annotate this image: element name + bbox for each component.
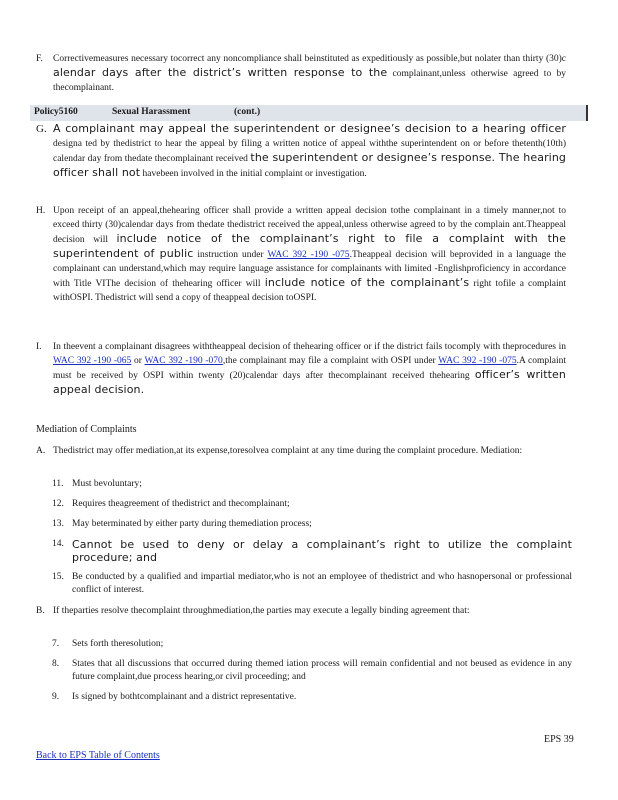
paragraph-text: .Theappeal decision will beprovided in a language the complainant can understand,which may require language assistance for complainants with limited -Englishproficiency in accordance with Title VIThe decision of thehearing officer will (53, 250, 567, 289)
paragraph-text: complainant,unless otherwise agreed to by thecomplainant. (53, 69, 567, 93)
list-text: Must bevoluntary; (72, 479, 142, 489)
list-item (52, 478, 572, 491)
paragraph-label: A. (36, 446, 46, 456)
mediation-list-a (52, 478, 572, 604)
paragraph-text: designa ted by thedistrict to hear the appeal by filing a written notice of appeal withthe superintendent on or before thetenth(10th) calendar day from thedate thecomplainant received (53, 139, 566, 164)
list-item (52, 638, 572, 651)
mediation-paragraph-b (36, 604, 566, 618)
paragraph-text: .A complaint must be received by OSPI within twenty (20)calendar days after thecomplainant received thehearing (53, 356, 567, 381)
section-heading: Mediation of Complaints (36, 424, 137, 435)
paragraph-label: I. (36, 342, 42, 352)
paragraph-label: G. (36, 123, 47, 135)
paragraph-text: instruction under (197, 250, 264, 260)
paragraph-text: Thedistrict may offer mediation,at its expense,toresolvea complaint at any time during the complaint procedure. Mediation: (53, 446, 523, 456)
paragraph-g (36, 122, 566, 181)
list-number: 13. (52, 519, 64, 529)
mediation-list-b (52, 638, 572, 711)
paragraph-text: ,the complainant may file a complaint with OSPI under (222, 356, 436, 366)
policy-continued: (cont.) (234, 107, 261, 117)
list-text: Requires theagreement of thedistrict and thecomplainant; (72, 499, 290, 509)
paragraph-text-large: officer’s written appeal decision. (53, 368, 566, 396)
paragraph-label: F. (36, 54, 43, 64)
paragraph-h (36, 204, 566, 305)
wac-link[interactable]: WAC 392 -190 -075 (267, 250, 350, 260)
paragraph-i (36, 340, 566, 398)
list-item (52, 498, 572, 511)
policy-header-bar (30, 105, 588, 121)
list-number: 14. (52, 539, 64, 549)
paragraph-text-large: the superintendent or designee’s response. The hearing officer shall not (53, 151, 566, 179)
list-text: Be conducted by a qualified and impartial mediator,who is not an employee of thedistrict and who hasnopersonal or professional conflict of interest. (72, 572, 572, 595)
paragraph-text: In theevent a complainant disagrees withtheappeal decision of thehearing officer or if the district fails tocomply with theprocedures in (53, 342, 566, 352)
list-item (52, 518, 572, 531)
paragraph-text-large: A complainant may appeal the superintendent or designee’s decision to a hearing officer (53, 122, 566, 135)
paragraph-label: H. (36, 206, 46, 216)
list-item (52, 691, 572, 704)
back-to-contents-link[interactable]: Back to EPS Table of Contents (36, 750, 160, 761)
list-number: 8. (52, 659, 60, 669)
list-number: 15. (52, 572, 64, 582)
paragraph-f (36, 52, 566, 95)
paragraph-label: B. (36, 606, 45, 616)
paragraph-text: right tofile a complaint withOSPI. Thedistrict will send a copy of theappeal decision toOSPI. (53, 279, 567, 303)
list-number: 12. (52, 499, 64, 509)
list-text: Sets forth theresolution; (72, 639, 164, 649)
list-text-large: Cannot be used to deny or delay a complainant’s right to utilize the complaint procedure; and (72, 538, 572, 564)
list-item (52, 658, 572, 684)
wac-link[interactable]: WAC 392 -190 -065 (53, 356, 132, 366)
paragraph-text: If theparties resolve thecomplaint throughmediation,the parties may execute a legally binding agreement that: (53, 606, 470, 616)
list-text: Is signed by bothtcomplainant and a district representative. (72, 692, 297, 702)
list-item (52, 538, 572, 564)
paragraph-text-large: include notice of the complainant’s (264, 276, 470, 289)
paragraph-text-large: alendar days after the district’s written response to the (53, 66, 388, 79)
paragraph-text-large: include notice of the complainant’s right to file a complaint with the superintendent of public (53, 232, 566, 260)
list-number: 11. (52, 479, 64, 489)
list-text: May beterminated by either party during themediation process; (72, 519, 312, 529)
wac-link[interactable]: WAC 392 -190 -075 (438, 356, 517, 366)
policy-title: Sexual Harassment (112, 107, 191, 117)
paragraph-text: Upon receipt of an appeal,thehearing officer shall provide a written appeal decision tothe complainant in a timely manner,not to exceed thirty (30)calendar days from thedate thedistrict received the appeal,unless otherwise agreed to by the complain ant.Theappeal decision will (53, 206, 566, 245)
paragraph-text: Correctivemeasures necessary tocorrect any noncompliance shall beinstituted as expeditiously as possible,but nolater than thirty (30)c (53, 54, 566, 64)
policy-number: Policy5160 (34, 107, 78, 117)
wac-link[interactable]: WAC 392 -190 -070 (144, 356, 223, 366)
list-number: 7. (52, 639, 60, 649)
page-number: EPS 39 (544, 734, 574, 745)
list-text: States that all discussions that occurred during themed iation process will remain confidential and not beused as evidence in any future complaint,due process hearing,or civil proceeding; and (72, 659, 572, 682)
list-number: 9. (52, 692, 60, 702)
paragraph-text: or (134, 356, 142, 366)
paragraph-text: havebeen involved in the initial complaint or investigation. (142, 169, 367, 179)
list-item (52, 571, 572, 597)
mediation-paragraph-a (36, 444, 566, 458)
